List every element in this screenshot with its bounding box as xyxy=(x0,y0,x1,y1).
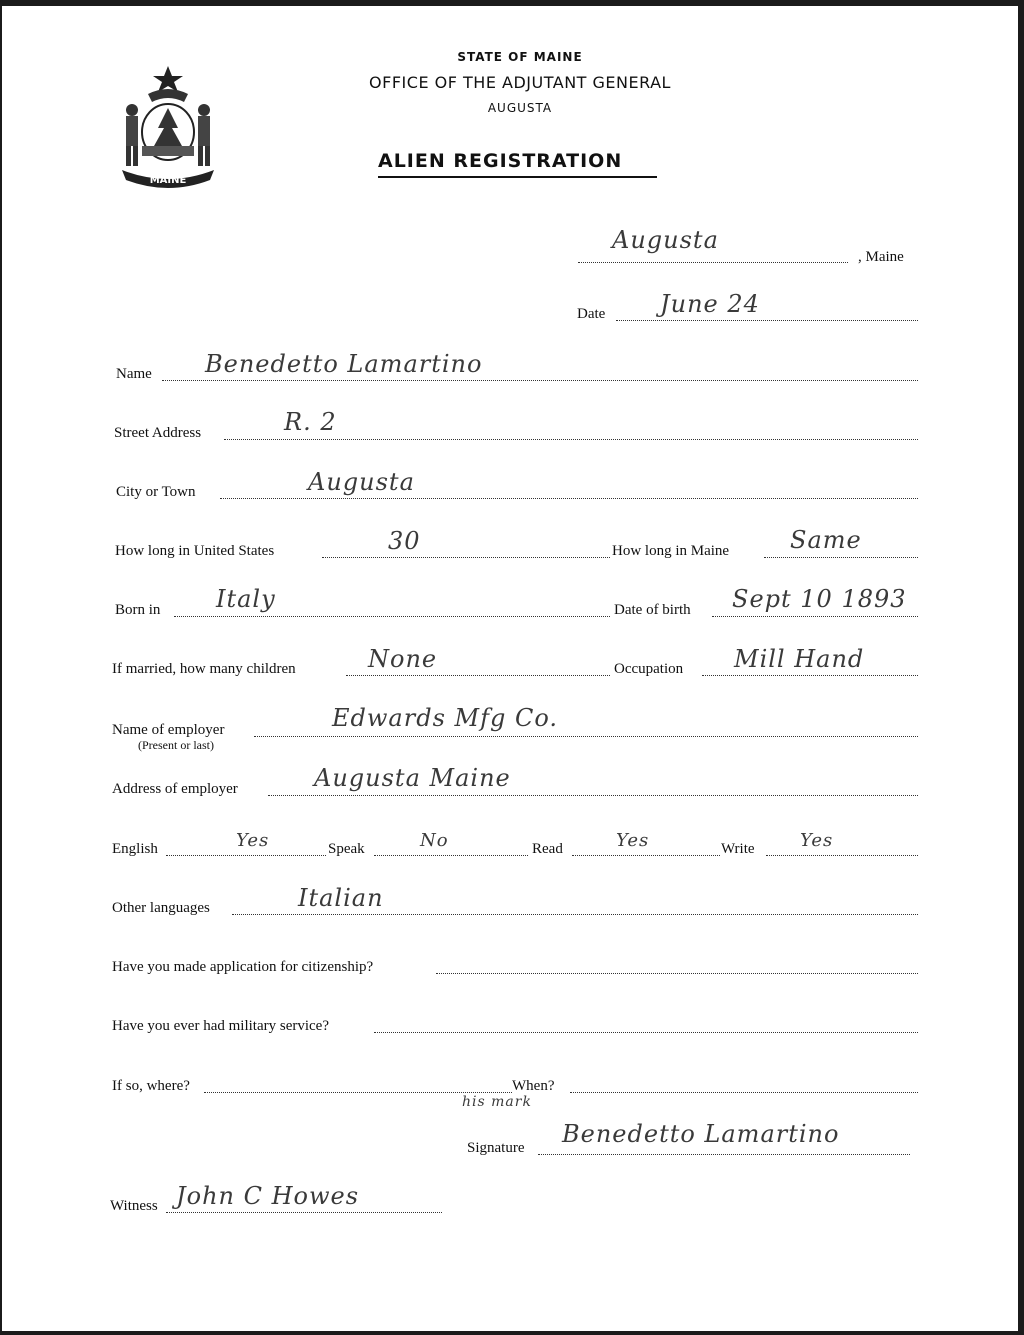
where-line xyxy=(204,1092,512,1093)
witness-line xyxy=(166,1212,442,1213)
write-value: Yes xyxy=(800,830,834,851)
other-languages-line xyxy=(232,914,918,915)
maine-duration-value: Same xyxy=(790,526,862,554)
street-value: R. 2 xyxy=(284,408,337,436)
employer-sublabel: (Present or last) xyxy=(138,738,214,752)
us-duration-label: How long in United States xyxy=(115,543,275,559)
witness-label: Witness xyxy=(110,1198,158,1214)
name-label: Name xyxy=(116,366,152,382)
date-label: Date xyxy=(577,306,606,322)
employer-line xyxy=(254,736,918,737)
employer-value: Edwards Mfg Co. xyxy=(332,704,558,732)
city-label: City or Town xyxy=(116,484,196,500)
when-label: When? xyxy=(512,1078,555,1094)
signature-value: Benedetto Lamartino xyxy=(562,1120,840,1148)
city-value: Augusta xyxy=(308,468,415,496)
office-heading: OFFICE OF THE ADJUTANT GENERAL xyxy=(369,73,671,92)
street-line xyxy=(224,439,918,440)
scan-border-left xyxy=(0,0,2,1335)
signature-line xyxy=(538,1154,910,1155)
dob-label: Date of birth xyxy=(614,602,691,618)
scan-border-bottom xyxy=(0,1331,1024,1335)
witness-value: John C Howes xyxy=(176,1182,360,1210)
city-heading: AUGUSTA xyxy=(487,101,553,115)
born-label: Born in xyxy=(115,602,161,618)
where-label: If so, where? xyxy=(112,1078,190,1094)
write-label: Write xyxy=(721,841,755,857)
speak-value: No xyxy=(420,830,449,851)
when-line xyxy=(570,1092,918,1093)
us-duration-value: 30 xyxy=(388,527,421,555)
date-value: June 24 xyxy=(660,290,760,318)
write-line xyxy=(766,855,918,856)
read-line xyxy=(572,855,720,856)
state-seal-icon xyxy=(112,62,224,190)
born-value: Italy xyxy=(216,585,276,613)
city-line xyxy=(220,498,918,499)
read-value: Yes xyxy=(616,830,650,851)
form-title: ALIEN REGISTRATION xyxy=(378,150,623,172)
scan-border-right xyxy=(1018,0,1024,1335)
scan-border-top xyxy=(0,0,1024,6)
occupation-line xyxy=(702,675,918,676)
children-label: If married, how many children xyxy=(112,661,296,677)
maine-duration-label: How long in Maine xyxy=(612,543,730,559)
place-line xyxy=(578,262,848,263)
citizenship-label: Have you made application for citizenship? xyxy=(112,959,374,975)
signature-mark: his mark xyxy=(462,1094,532,1110)
other-languages-value: Italian xyxy=(298,884,384,912)
dob-line xyxy=(712,616,918,617)
english-line xyxy=(166,855,326,856)
name-value: Benedetto Lamartino xyxy=(205,350,483,378)
children-value: None xyxy=(368,645,438,673)
english-value: Yes xyxy=(236,830,270,851)
military-line xyxy=(374,1032,918,1033)
employer-address-line xyxy=(268,795,918,796)
citizenship-line xyxy=(436,973,918,974)
employer-address-label: Address of employer xyxy=(112,781,238,797)
read-label: Read xyxy=(532,841,563,857)
maine-duration-line xyxy=(764,557,918,558)
name-line xyxy=(162,380,918,381)
title-underline xyxy=(378,176,657,178)
other-languages-label: Other languages xyxy=(112,900,210,916)
occupation-label: Occupation xyxy=(614,661,684,677)
us-duration-line xyxy=(322,557,610,558)
maine-suffix: , Maine xyxy=(858,249,904,265)
english-label: English xyxy=(112,841,158,857)
born-line xyxy=(174,616,610,617)
date-line xyxy=(616,320,918,321)
children-line xyxy=(346,675,610,676)
place-value: Augusta xyxy=(612,226,719,254)
occupation-value: Mill Hand xyxy=(734,645,865,673)
employer-label: Name of employer xyxy=(112,722,225,738)
dob-value: Sept 10 1893 xyxy=(732,585,907,613)
speak-line xyxy=(374,855,528,856)
speak-label: Speak xyxy=(328,841,365,857)
signature-label: Signature xyxy=(467,1140,525,1156)
military-label: Have you ever had military service? xyxy=(112,1018,329,1034)
employer-address-value: Augusta Maine xyxy=(314,764,511,792)
street-label: Street Address xyxy=(114,425,202,441)
state-heading: STATE OF MAINE xyxy=(457,50,583,64)
svg-text:MAINE: MAINE xyxy=(149,175,187,186)
